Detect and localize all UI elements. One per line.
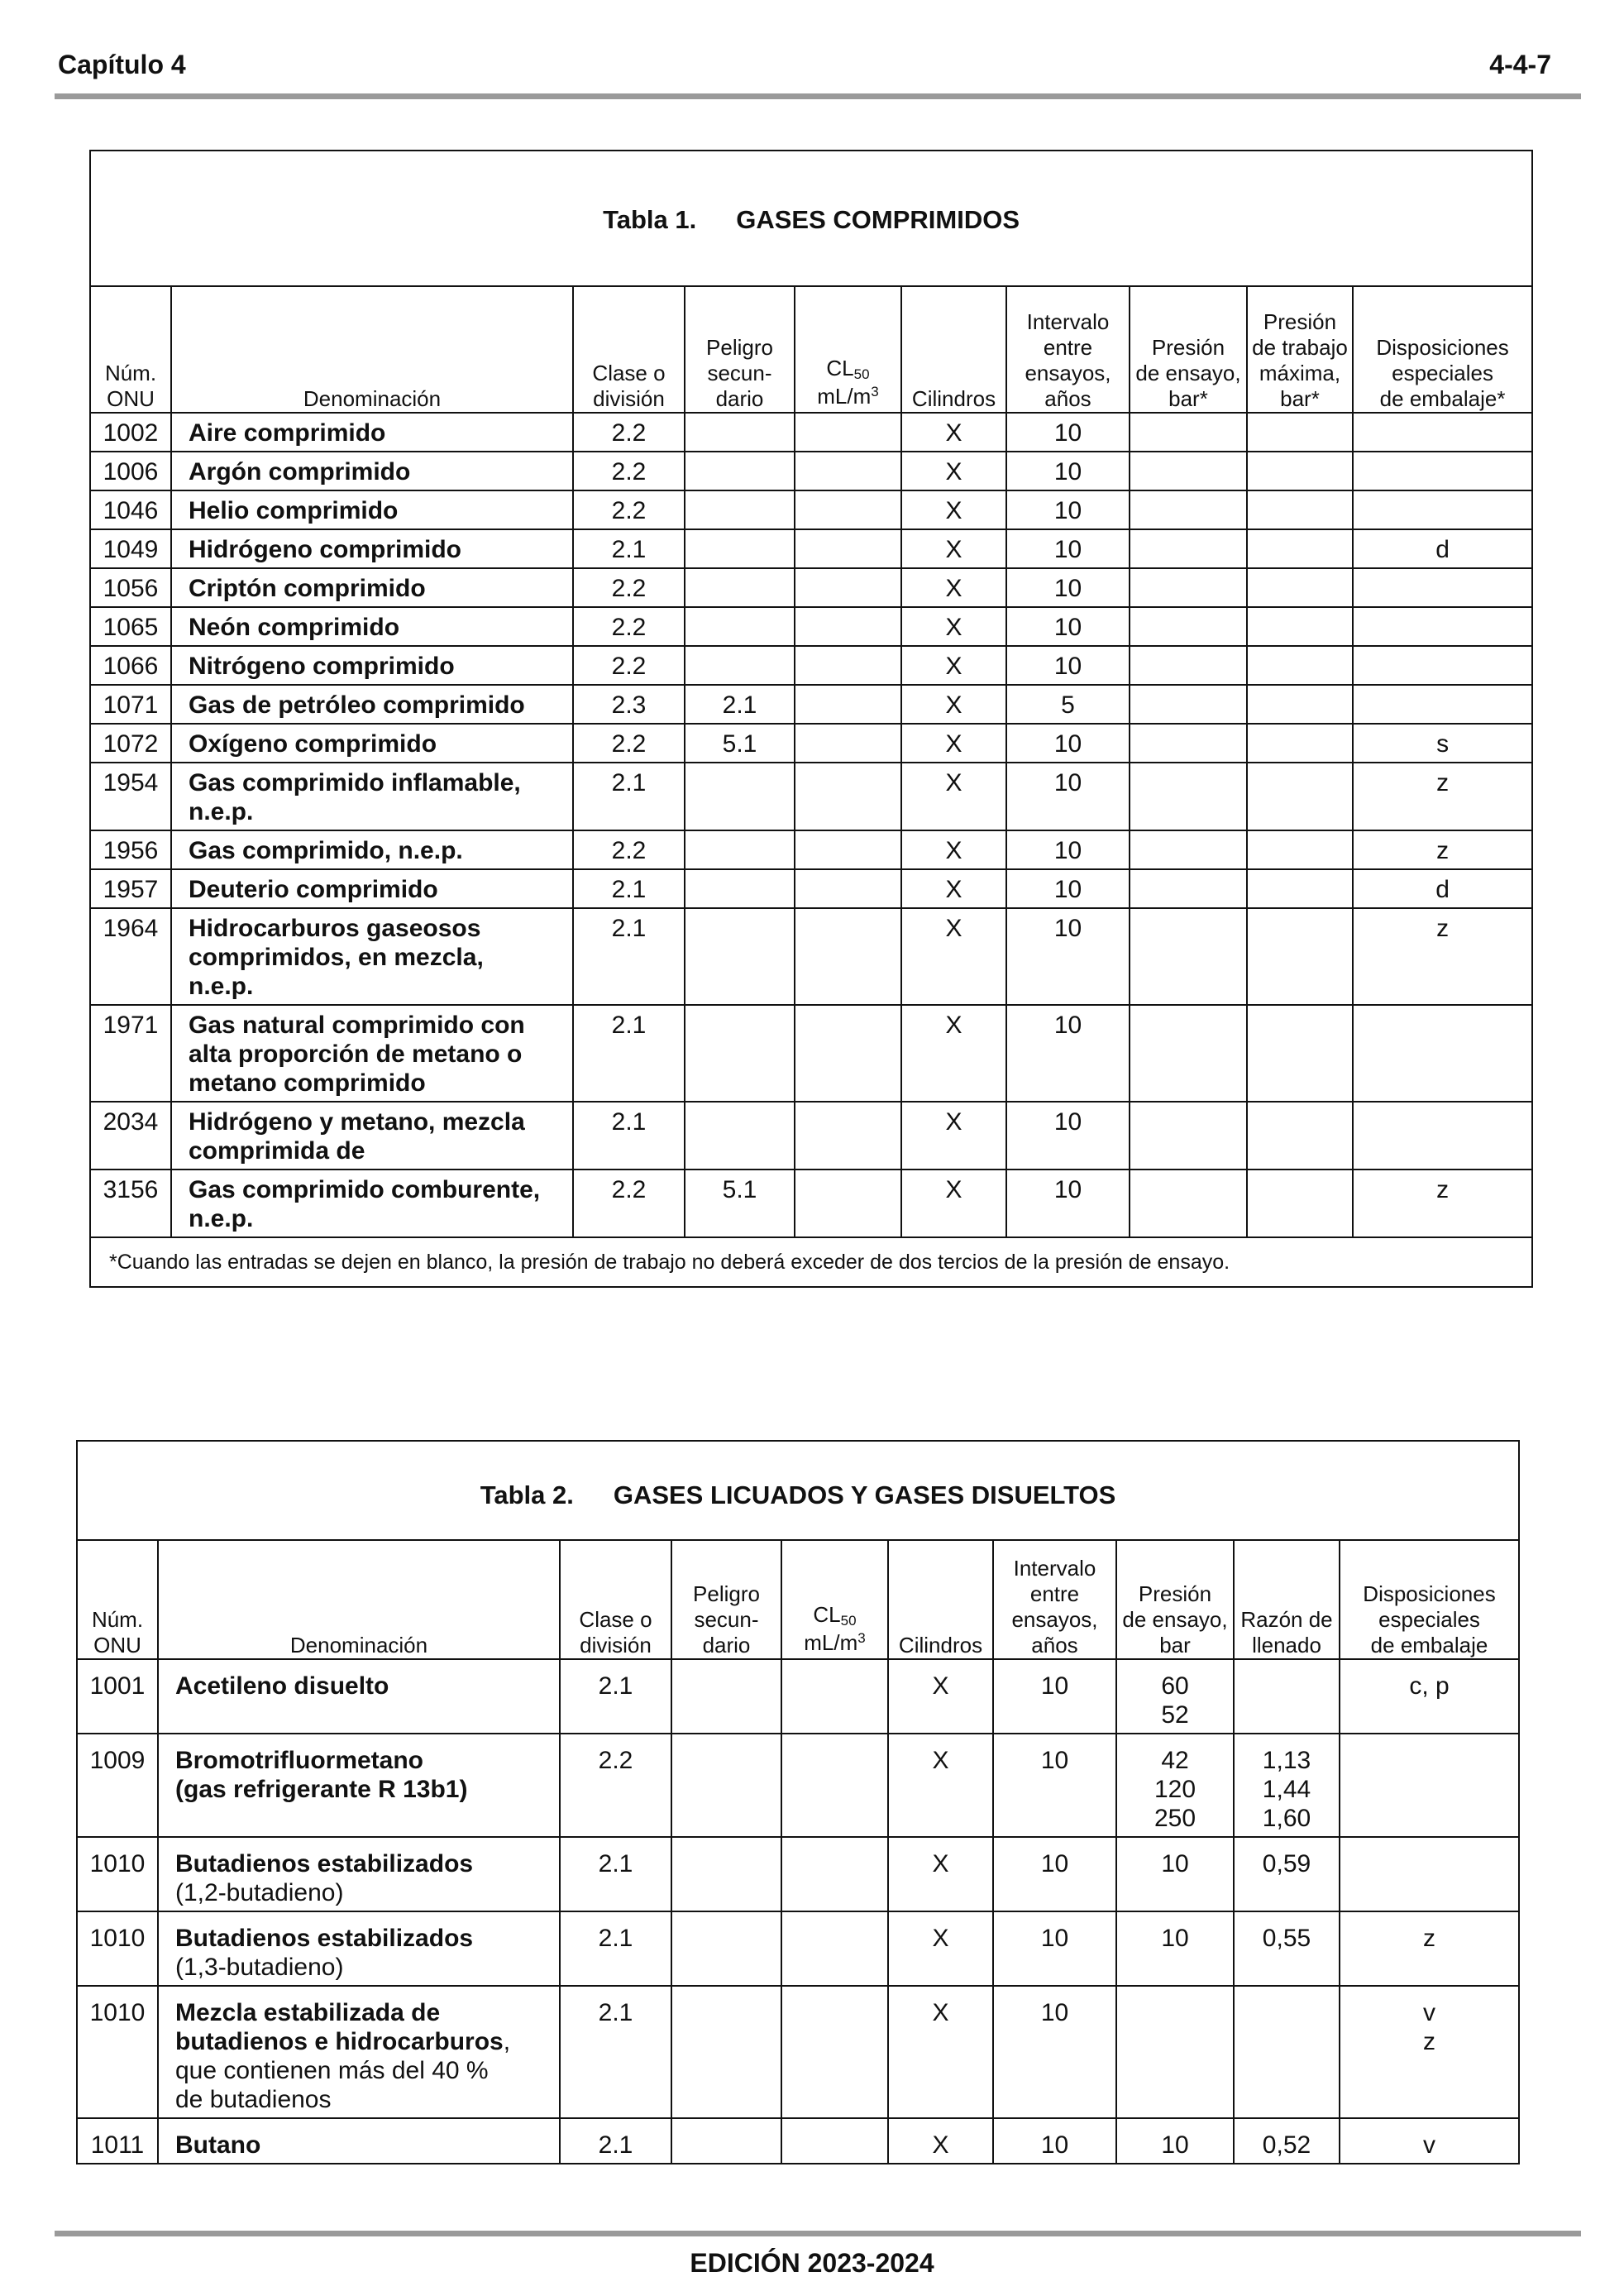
cell-clase: 2.2 bbox=[573, 490, 685, 529]
cell-int: 10 bbox=[1006, 646, 1130, 685]
cell-int: 10 bbox=[993, 1659, 1116, 1734]
cell-cl bbox=[795, 1005, 901, 1102]
cell-cil: X bbox=[888, 1734, 993, 1837]
substance-name: Butano bbox=[158, 2118, 560, 2164]
cell-disp: d bbox=[1353, 529, 1532, 568]
cell-clase: 2.1 bbox=[560, 1986, 671, 2118]
cell-pres bbox=[1130, 529, 1247, 568]
cell-int: 10 bbox=[1006, 607, 1130, 646]
cell-disp bbox=[1353, 646, 1532, 685]
page-header bbox=[58, 50, 1578, 89]
cell-disp: z bbox=[1353, 1170, 1532, 1237]
table-row bbox=[77, 1734, 1519, 1837]
header-rule bbox=[55, 93, 1581, 99]
cell-peligro: 5.1 bbox=[685, 724, 795, 763]
cell-pres bbox=[1130, 830, 1247, 869]
table-row bbox=[90, 529, 1532, 568]
cell-cil: X bbox=[888, 1837, 993, 1911]
header-cilindros: Cilindros bbox=[901, 286, 1006, 413]
substance-name: Helio comprimido bbox=[171, 490, 573, 529]
cell-cl bbox=[795, 529, 901, 568]
cell-cl bbox=[795, 869, 901, 908]
cell-cl bbox=[795, 763, 901, 830]
onu-number: 1957 bbox=[90, 869, 171, 908]
onu-number: 1010 bbox=[77, 1986, 158, 2118]
onu-number: 1009 bbox=[77, 1734, 158, 1837]
cell-cl bbox=[781, 1659, 888, 1734]
cell-cl bbox=[795, 452, 901, 490]
cell-trab bbox=[1247, 830, 1353, 869]
table-row bbox=[90, 830, 1532, 869]
substance-name: Nitrógeno comprimido bbox=[171, 646, 573, 685]
cell-clase: 2.2 bbox=[573, 724, 685, 763]
cell-clase: 2.1 bbox=[560, 1659, 671, 1734]
header-presion: Presión de ensayo, bar* bbox=[1130, 286, 1247, 413]
onu-number: 1066 bbox=[90, 646, 171, 685]
onu-number: 1001 bbox=[77, 1659, 158, 1734]
cell-clase: 2.2 bbox=[573, 607, 685, 646]
cell-cl bbox=[795, 490, 901, 529]
substance-name: Neón comprimido bbox=[171, 607, 573, 646]
cell-cil: X bbox=[901, 452, 1006, 490]
cell-disp bbox=[1353, 1005, 1532, 1102]
cell-cl bbox=[781, 1911, 888, 1986]
cell-pres bbox=[1130, 1170, 1247, 1237]
chapter-label: Capítulo 4 bbox=[58, 50, 186, 79]
cell-disp bbox=[1340, 1837, 1519, 1911]
cell-pres: 10 bbox=[1116, 1837, 1234, 1911]
substance-name: Gas de petróleo comprimido bbox=[171, 685, 573, 724]
substance-name: Argón comprimido bbox=[171, 452, 573, 490]
substance-name: Hidrógeno y metano, mezcla comprimida de bbox=[171, 1102, 573, 1170]
cell-disp bbox=[1353, 490, 1532, 529]
onu-number: 1956 bbox=[90, 830, 171, 869]
onu-number: 1954 bbox=[90, 763, 171, 830]
cell-cil: X bbox=[888, 1911, 993, 1986]
table-row bbox=[90, 1102, 1532, 1170]
cell-pres bbox=[1130, 908, 1247, 1005]
cell-pres bbox=[1130, 452, 1247, 490]
cell-pres bbox=[1130, 646, 1247, 685]
cell-disp bbox=[1353, 413, 1532, 452]
cell-peligro: 2.1 bbox=[685, 685, 795, 724]
cell-trab bbox=[1247, 1170, 1353, 1237]
onu-number: 1010 bbox=[77, 1911, 158, 1986]
header-razon: Razón de llenado bbox=[1234, 1540, 1340, 1659]
cell-cil: X bbox=[901, 724, 1006, 763]
cell-trab bbox=[1247, 607, 1353, 646]
substance-name: Acetileno disuelto bbox=[158, 1659, 560, 1734]
onu-number: 2034 bbox=[90, 1102, 171, 1170]
cell-razon: 0,55 bbox=[1234, 1911, 1340, 1986]
substance-name: Gas comprimido, n.e.p. bbox=[171, 830, 573, 869]
cell-cil: X bbox=[901, 685, 1006, 724]
onu-number: 1002 bbox=[90, 413, 171, 452]
cell-cil: X bbox=[901, 607, 1006, 646]
cell-disp bbox=[1353, 568, 1532, 607]
cell-peligro bbox=[685, 646, 795, 685]
cell-cil: X bbox=[901, 763, 1006, 830]
header-cl: $CL_{50}$ $mL/m^3$ bbox=[781, 1540, 888, 1659]
cell-clase: 2.1 bbox=[573, 1102, 685, 1170]
header-cilindros: Cilindros bbox=[888, 1540, 993, 1659]
header-peligro: Peligro secun- dario bbox=[671, 1540, 781, 1659]
cell-cl bbox=[795, 1102, 901, 1170]
cell-clase: 2.1 bbox=[560, 1837, 671, 1911]
substance-name: Criptón comprimido bbox=[171, 568, 573, 607]
cell-cil: X bbox=[901, 1005, 1006, 1102]
table2-number: Tabla 2. bbox=[480, 1480, 574, 1509]
cell-int: 10 bbox=[1006, 830, 1130, 869]
table-row bbox=[90, 763, 1532, 830]
cell-disp: s bbox=[1353, 724, 1532, 763]
substance-name: Hidrógeno comprimido bbox=[171, 529, 573, 568]
cell-peligro bbox=[685, 908, 795, 1005]
header-name: Denominación bbox=[158, 1540, 560, 1659]
cell-cl bbox=[795, 724, 901, 763]
cell-int: 10 bbox=[1006, 1170, 1130, 1237]
cell-pres: 60 52 bbox=[1116, 1659, 1234, 1734]
cell-pres bbox=[1130, 869, 1247, 908]
cell-peligro bbox=[685, 1005, 795, 1102]
table1-number: Tabla 1. bbox=[603, 204, 697, 234]
table-row bbox=[77, 1837, 1519, 1911]
onu-number: 1071 bbox=[90, 685, 171, 724]
cell-cil: X bbox=[901, 908, 1006, 1005]
header-onu: Núm. ONU bbox=[90, 286, 171, 413]
onu-number: 3156 bbox=[90, 1170, 171, 1237]
cell-disp: v z bbox=[1340, 1986, 1519, 2118]
cell-pres bbox=[1130, 1005, 1247, 1102]
cell-pres: 10 bbox=[1116, 2118, 1234, 2164]
cell-int: 10 bbox=[1006, 1005, 1130, 1102]
cell-peligro bbox=[671, 1911, 781, 1986]
edition-label: EDICIÓN 2023-2024 bbox=[690, 2248, 934, 2278]
cell-trab bbox=[1247, 529, 1353, 568]
table1-title bbox=[90, 151, 1532, 286]
cell-cil: X bbox=[901, 646, 1006, 685]
header-intervalo: Intervalo entre ensayos, años bbox=[993, 1540, 1116, 1659]
cell-razon: 1,13 1,44 1,60 bbox=[1234, 1734, 1340, 1837]
cell-peligro: 5.1 bbox=[685, 1170, 795, 1237]
cell-disp: z bbox=[1353, 763, 1532, 830]
cell-cl bbox=[795, 1170, 901, 1237]
substance-name: Butadienos estabilizados (1,3-butadieno) bbox=[158, 1911, 560, 1986]
cell-disp: z bbox=[1353, 830, 1532, 869]
cell-peligro bbox=[685, 763, 795, 830]
cell-cil: X bbox=[901, 568, 1006, 607]
cell-trab bbox=[1247, 413, 1353, 452]
table-row bbox=[90, 452, 1532, 490]
table-row bbox=[90, 413, 1532, 452]
header-intervalo: Intervalo entre ensayos, años bbox=[1006, 286, 1130, 413]
cell-pres bbox=[1130, 490, 1247, 529]
table-row bbox=[90, 607, 1532, 646]
cell-peligro bbox=[685, 830, 795, 869]
table-row bbox=[77, 1659, 1519, 1734]
substance-name: Deuterio comprimido bbox=[171, 869, 573, 908]
table-row bbox=[90, 685, 1532, 724]
cell-int: 10 bbox=[993, 1837, 1116, 1911]
header-cl: $CL_{50}$ $mL/m^3$ bbox=[795, 286, 901, 413]
onu-number: 1010 bbox=[77, 1837, 158, 1911]
onu-number: 1046 bbox=[90, 490, 171, 529]
cell-int: 10 bbox=[1006, 908, 1130, 1005]
cell-trab bbox=[1247, 568, 1353, 607]
cell-int: 10 bbox=[1006, 869, 1130, 908]
onu-number: 1072 bbox=[90, 724, 171, 763]
table-row bbox=[90, 1170, 1532, 1237]
cell-trab bbox=[1247, 452, 1353, 490]
cell-trab bbox=[1247, 1005, 1353, 1102]
cell-cil: X bbox=[888, 2118, 993, 2164]
cell-cl bbox=[781, 2118, 888, 2164]
cell-int: 10 bbox=[993, 2118, 1116, 2164]
cell-trab bbox=[1247, 763, 1353, 830]
table2-title-text: GASES LICUADOS Y GASES DISUELTOS bbox=[613, 1480, 1116, 1509]
cell-disp bbox=[1353, 452, 1532, 490]
cell-clase: 2.2 bbox=[573, 568, 685, 607]
cell-clase: 2.2 bbox=[573, 1170, 685, 1237]
table1-header-row bbox=[90, 286, 1532, 413]
cell-cl bbox=[781, 1837, 888, 1911]
substance-name: Oxígeno comprimido bbox=[171, 724, 573, 763]
substance-name: Butadienos estabilizados (1,2-butadieno) bbox=[158, 1837, 560, 1911]
cell-clase: 2.1 bbox=[560, 1911, 671, 1986]
onu-number: 1011 bbox=[77, 2118, 158, 2164]
cell-cl bbox=[795, 830, 901, 869]
cell-pres bbox=[1130, 568, 1247, 607]
cell-pres bbox=[1130, 1102, 1247, 1170]
substance-name: Aire comprimido bbox=[171, 413, 573, 452]
cell-cil: X bbox=[901, 529, 1006, 568]
table-row bbox=[90, 1005, 1532, 1102]
cell-trab bbox=[1247, 908, 1353, 1005]
header-peligro: Peligro secun- dario bbox=[685, 286, 795, 413]
substance-name: Mezcla estabilizada de butadienos e hidrocarburos, que contienen más del 40 % de butadienos bbox=[158, 1986, 560, 2118]
cell-cl bbox=[795, 413, 901, 452]
table-row bbox=[90, 490, 1532, 529]
onu-number: 1056 bbox=[90, 568, 171, 607]
cell-trab bbox=[1247, 869, 1353, 908]
cell-cl bbox=[781, 1734, 888, 1837]
table1-title-text: GASES COMPRIMIDOS bbox=[736, 204, 1020, 234]
cell-int: 10 bbox=[1006, 724, 1130, 763]
cell-pres bbox=[1116, 1986, 1234, 2118]
substance-name: Gas natural comprimido con alta proporción de metano o metano comprimido bbox=[171, 1005, 573, 1102]
cell-clase: 2.1 bbox=[573, 908, 685, 1005]
footer-rule bbox=[55, 2231, 1581, 2236]
substance-name: Gas comprimido comburente, n.e.p. bbox=[171, 1170, 573, 1237]
cell-clase: 2.1 bbox=[573, 763, 685, 830]
cell-int: 5 bbox=[1006, 685, 1130, 724]
table-row bbox=[90, 908, 1532, 1005]
cell-disp bbox=[1340, 1734, 1519, 1837]
cell-peligro bbox=[671, 2118, 781, 2164]
onu-number: 1971 bbox=[90, 1005, 171, 1102]
cell-cl bbox=[795, 908, 901, 1005]
cell-disp bbox=[1353, 685, 1532, 724]
cell-peligro bbox=[685, 452, 795, 490]
cell-trab bbox=[1247, 1102, 1353, 1170]
cell-int: 10 bbox=[1006, 452, 1130, 490]
cell-peligro bbox=[671, 1837, 781, 1911]
cell-disp: d bbox=[1353, 869, 1532, 908]
substance-name: Hidrocarburos gaseosos comprimidos, en mezcla, n.e.p. bbox=[171, 908, 573, 1005]
cell-trab bbox=[1247, 490, 1353, 529]
table2-title bbox=[77, 1441, 1519, 1540]
cell-disp: v bbox=[1340, 2118, 1519, 2164]
cell-cil: X bbox=[901, 830, 1006, 869]
cell-cil: X bbox=[901, 413, 1006, 452]
cell-int: 10 bbox=[993, 1911, 1116, 1986]
cell-cil: X bbox=[888, 1659, 993, 1734]
cell-clase: 2.1 bbox=[560, 2118, 671, 2164]
onu-number: 1065 bbox=[90, 607, 171, 646]
cell-cil: X bbox=[901, 869, 1006, 908]
header-presion: Presión de ensayo, bar bbox=[1116, 1540, 1234, 1659]
header-disp: Disposiciones especiales de embalaje bbox=[1340, 1540, 1519, 1659]
cell-disp: c, p bbox=[1340, 1659, 1519, 1734]
cell-peligro bbox=[685, 1102, 795, 1170]
cell-trab bbox=[1247, 724, 1353, 763]
cell-pres: 10 bbox=[1116, 1911, 1234, 1986]
cell-cil: X bbox=[901, 1170, 1006, 1237]
cell-razon bbox=[1234, 1659, 1340, 1734]
header-onu: Núm. ONU bbox=[77, 1540, 158, 1659]
cell-clase: 2.2 bbox=[573, 646, 685, 685]
table-gases-comprimidos bbox=[89, 150, 1533, 1288]
cell-peligro bbox=[685, 568, 795, 607]
cell-razon bbox=[1234, 1986, 1340, 2118]
cell-disp bbox=[1353, 1102, 1532, 1170]
header-clase: Clase o división bbox=[573, 286, 685, 413]
substance-name: Gas comprimido inflamable, n.e.p. bbox=[171, 763, 573, 830]
table-row bbox=[90, 568, 1532, 607]
cell-peligro bbox=[685, 607, 795, 646]
cell-pres bbox=[1130, 607, 1247, 646]
cell-int: 10 bbox=[1006, 568, 1130, 607]
cell-cil: X bbox=[901, 1102, 1006, 1170]
table-row bbox=[90, 869, 1532, 908]
onu-number: 1964 bbox=[90, 908, 171, 1005]
table-row bbox=[77, 2118, 1519, 2164]
page-number: 4-4-7 bbox=[1489, 50, 1551, 79]
cell-razon: 0,59 bbox=[1234, 1837, 1340, 1911]
cell-int: 10 bbox=[993, 1734, 1116, 1837]
cell-int: 10 bbox=[1006, 763, 1130, 830]
cell-pres bbox=[1130, 413, 1247, 452]
cell-int: 10 bbox=[993, 1986, 1116, 2118]
cell-disp bbox=[1353, 607, 1532, 646]
cell-clase: 2.2 bbox=[573, 452, 685, 490]
cell-pres: 42 120 250 bbox=[1116, 1734, 1234, 1837]
cell-cl bbox=[795, 607, 901, 646]
table-row bbox=[90, 646, 1532, 685]
cell-int: 10 bbox=[1006, 529, 1130, 568]
cell-cil: X bbox=[901, 490, 1006, 529]
header-trabajo: Presión de trabajo máxima, bar* bbox=[1247, 286, 1353, 413]
cell-peligro bbox=[671, 1734, 781, 1837]
header-clase: Clase o división bbox=[560, 1540, 671, 1659]
cell-razon: 0,52 bbox=[1234, 2118, 1340, 2164]
substance-name: Bromotrifluormetano (gas refrigerante R 13b1) bbox=[158, 1734, 560, 1837]
onu-number: 1006 bbox=[90, 452, 171, 490]
cell-cl bbox=[795, 646, 901, 685]
cell-clase: 2.1 bbox=[573, 529, 685, 568]
cell-clase: 2.2 bbox=[573, 830, 685, 869]
cell-clase: 2.3 bbox=[573, 685, 685, 724]
cell-pres bbox=[1130, 724, 1247, 763]
table-row bbox=[77, 1911, 1519, 1986]
cell-int: 10 bbox=[1006, 413, 1130, 452]
cell-peligro bbox=[685, 413, 795, 452]
cell-clase: 2.1 bbox=[573, 869, 685, 908]
cell-clase: 2.2 bbox=[573, 413, 685, 452]
cell-int: 10 bbox=[1006, 1102, 1130, 1170]
cell-cil: X bbox=[888, 1986, 993, 2118]
table-gases-licuados bbox=[76, 1440, 1520, 2164]
table2-header-row bbox=[77, 1540, 1519, 1659]
cell-trab bbox=[1247, 646, 1353, 685]
cell-cl bbox=[781, 1986, 888, 2118]
onu-number: 1049 bbox=[90, 529, 171, 568]
cell-pres bbox=[1130, 685, 1247, 724]
cell-clase: 2.2 bbox=[560, 1734, 671, 1837]
table-row bbox=[77, 1986, 1519, 2118]
cell-int: 10 bbox=[1006, 490, 1130, 529]
cell-trab bbox=[1247, 685, 1353, 724]
cell-cl bbox=[795, 685, 901, 724]
header-disp: Disposiciones especiales de embalaje* bbox=[1353, 286, 1532, 413]
cell-peligro bbox=[671, 1659, 781, 1734]
cell-disp: z bbox=[1340, 1911, 1519, 1986]
cell-peligro bbox=[685, 529, 795, 568]
cell-peligro bbox=[685, 490, 795, 529]
header-name: Denominación bbox=[171, 286, 573, 413]
table1-footnote: *Cuando las entradas se dejen en blanco, la presión de trabajo no deberá exceder de dos tercios de la presión de ensayo. bbox=[90, 1237, 1532, 1287]
cell-clase: 2.1 bbox=[573, 1005, 685, 1102]
cell-peligro bbox=[671, 1986, 781, 2118]
table-row bbox=[90, 724, 1532, 763]
cell-peligro bbox=[685, 869, 795, 908]
cell-pres bbox=[1130, 763, 1247, 830]
cell-disp: z bbox=[1353, 908, 1532, 1005]
cell-cl bbox=[795, 568, 901, 607]
